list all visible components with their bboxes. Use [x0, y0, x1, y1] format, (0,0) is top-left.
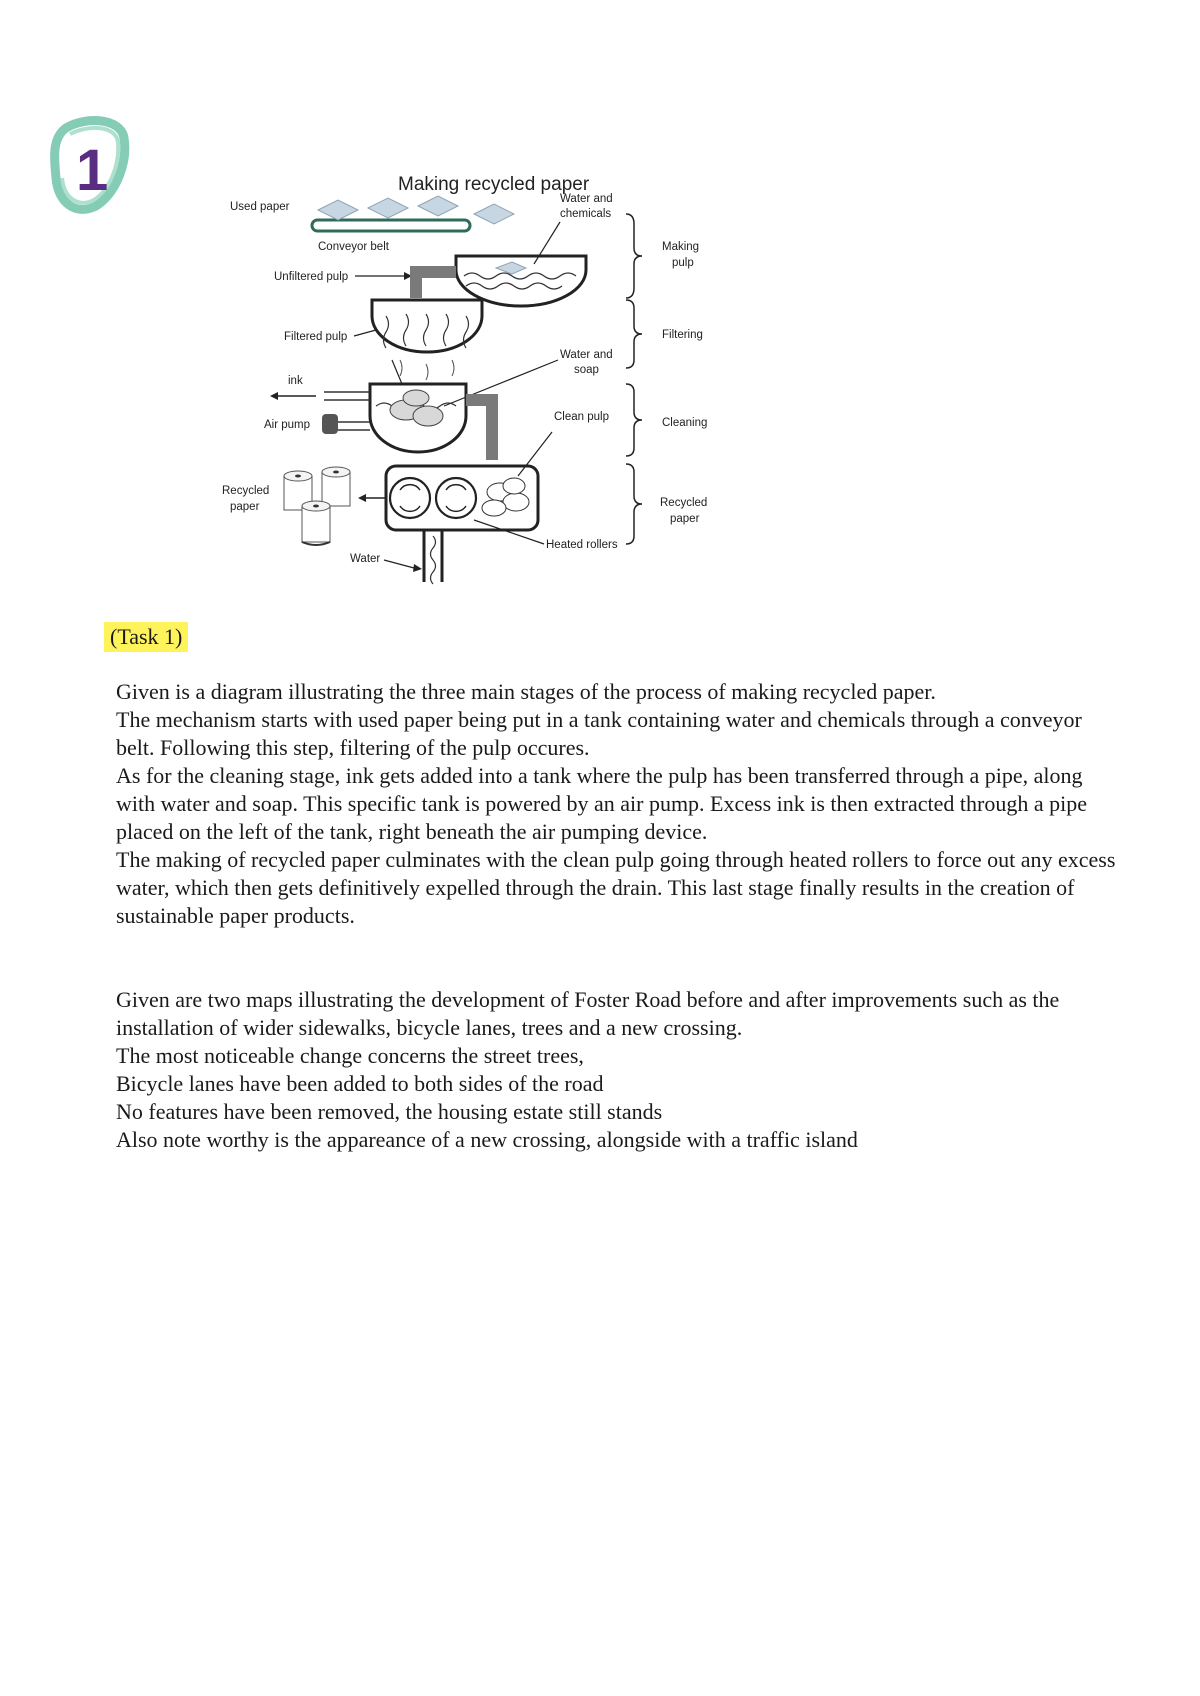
conveyor-belt: [312, 220, 470, 231]
essay-paragraph: Also note worthy is the appareance of a new crossing, alongside with a traffic island: [116, 1127, 858, 1152]
paper-sheet: [418, 196, 458, 216]
label-air-pump: Air pump: [264, 419, 311, 431]
paper-sheet: [318, 200, 358, 220]
essay-maps: [116, 986, 1116, 1154]
svg-text:paper: paper: [670, 513, 700, 525]
paper-sheet: [474, 204, 514, 224]
stage-brace: [626, 214, 642, 298]
svg-text:paper: paper: [230, 501, 260, 513]
stage-brace: [626, 384, 642, 456]
stage-brace: [626, 464, 642, 544]
badge-number: 1: [76, 138, 109, 203]
recycled-paper-diagram: [222, 170, 790, 640]
task-label: (Task 1): [104, 622, 188, 652]
label-clean-pulp: Clean pulp: [554, 411, 609, 423]
essay-diagram: [116, 678, 1116, 930]
essay-paragraph: The making of recycled paper culminates with the clean pulp going through heated rollers to force out any excess water, which then gets definitively expelled through the drain. This last stage finally results in the creation of sustainable paper products.: [116, 847, 1116, 928]
paper-rolls: [284, 467, 350, 545]
label-water: Water: [350, 553, 381, 565]
stage-making-pulp: Making: [662, 241, 700, 253]
diagram-title: Making recycled paper: [398, 174, 590, 195]
stage-filtering: Filtering: [662, 329, 703, 341]
essay-paragraph: Given is a diagram illustrating the three main stages of the process of making recycled paper.: [116, 679, 936, 704]
stage-recycled-paper: Recycled: [660, 497, 708, 509]
svg-text:soap: soap: [574, 364, 599, 376]
essay-paragraph: The mechanism starts with used paper being put in a tank containing water and chemicals through a conveyor belt. Following this step, filtering of the pulp occures.: [116, 707, 1082, 760]
essay-paragraph: Bicycle lanes have been added to both sides of the road: [116, 1071, 604, 1096]
label-unfiltered-pulp: Unfiltered pulp: [274, 271, 349, 283]
stage-brace: [626, 300, 642, 368]
paper-sheet: [368, 198, 408, 218]
svg-text:pulp: pulp: [672, 257, 694, 269]
label-used-paper: Used paper: [230, 201, 290, 213]
label-water-soap: Water and: [560, 349, 613, 361]
air-pump: [322, 414, 338, 434]
label-heated-rollers: Heated rollers: [546, 539, 618, 551]
label-conveyor-belt: Conveyor belt: [318, 241, 389, 253]
number-one-badge: [46, 108, 136, 218]
label-ink: ink: [288, 375, 303, 387]
essay-paragraph: Given are two maps illustrating the development of Foster Road before and after improvements such as the installation of wider sidewalks, bicycle lanes, trees and a new crossing.: [116, 987, 1060, 1040]
essay-paragraph: The most noticeable change concerns the street trees,: [116, 1043, 584, 1068]
label-recycled-paper: Recycled: [222, 485, 270, 497]
label-water-chemicals: Water and: [560, 193, 613, 205]
svg-text:chemicals: chemicals: [560, 208, 612, 220]
essay-paragraph: As for the cleaning stage, ink gets added into a tank where the pulp has been transferred through a pipe, along with water and soap. This specific tank is powered by an air pump. Excess ink is then extracted through a pipe placed on the left of the tank, right beneath the air pumping device.: [116, 763, 1087, 844]
label-filtered-pulp: Filtered pulp: [284, 331, 348, 343]
essay-paragraph: No features have been removed, the housing estate still stands: [116, 1099, 663, 1124]
stage-cleaning: Cleaning: [662, 417, 708, 429]
